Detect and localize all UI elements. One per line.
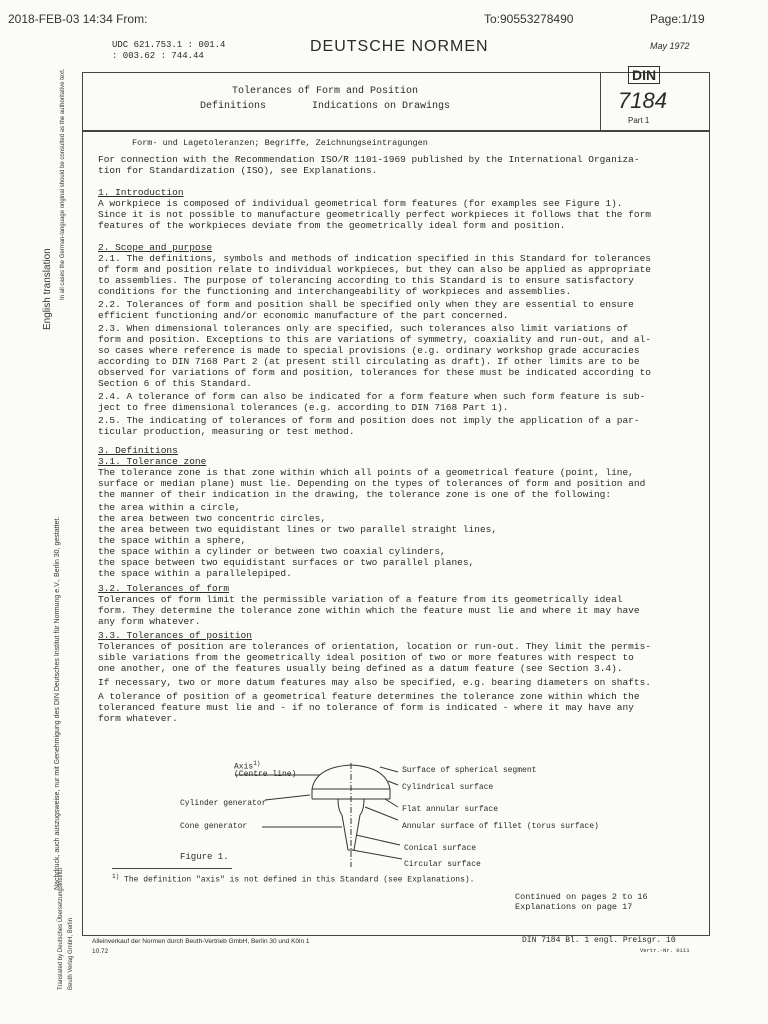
body-line: 2.5. The indicating of tolerances of form and position does not imply the application of a par- [98,415,640,426]
body-line: 2.3. When dimensional tolerances only are specified, such tolerances also limit variations of [98,323,629,334]
margin-publisher: Translated by Deutsches Übersetzungsinstitut [58,867,64,990]
body-line: form. They determine the tolerance zone within which the feature must lie and where it may have [98,605,640,616]
footer-vertr-nr: Vertr.-Nr. 0111 [640,947,690,954]
section-heading: 3. Definitions [98,445,178,456]
footer-date: 10.72 [92,948,109,955]
body-line: The tolerance zone is that zone within which all points of a geometrical feature (point, line, [98,467,634,478]
fig-cylindrical-surface: Cylindrical surface [402,783,494,792]
body-line: according to DIN 7168 Part 2 (at present still circulating as draft). If other limits are to be [98,356,640,367]
body-line: so cases where reference is made to special provisions (e.g. ordinary workshop grade accuracies [98,345,640,356]
body-line: to assemblies. The purpose of tolerancing according to this Standard is to ensure satisfactory [98,275,634,286]
fax-page: Page:1/19 [650,12,705,26]
body-line: sible variations from the geometrically ideal position of two or more features with respect to [98,652,634,663]
fig-cone-generator: Cone generator [180,822,248,831]
body-line: A workpiece is composed of individual geometrical form features (for examples see Figure 1). [98,198,623,209]
body-line: one another, one of the features usually being defined as a datum feature (see Section 3.4). [98,663,623,674]
body-line: form whatever. [98,713,178,724]
body-line: any form whatever. [98,616,201,627]
intro-line-2: tion for Standardization (ISO), see Explanations. [98,165,378,176]
fig-circular-surface: Circular surface [404,860,481,869]
section-heading: 2. Scope and purpose [98,242,213,253]
title-indications: Indications on Drawings [312,101,451,112]
margin-translation-title: English translation [42,248,53,330]
figure-caption: Figure 1. [180,852,229,862]
fax-datetime: 2018-FEB-03 14:34 From: [8,12,148,26]
body-line: Since it is not possible to manufacture geometrically perfect workpieces it follows that the form [98,209,651,220]
explanations-page: Explanations on page 17 [515,902,633,912]
body-line: Section 6 of this Standard. [98,378,252,389]
body-line: If necessary, two or more datum features may also be specified, e.g. bearing diameters on shafts. [98,677,651,688]
body-line: 2.4. A tolerance of form can also be indicated for a form feature when such form feature is sub- [98,391,646,402]
margin-copyright: Nachdruck, auch auszugsweise, nur mit Genehmigung des DIN Deutsches Institut für Normung e.V., Berlin 30, gestattet. [54,516,61,890]
body-line: Tolerances of position are tolerances of orientation, location or run-out. They limit the permis- [98,641,651,652]
body-line: of form and position relate to individual workpieces, but they can also be applied as appropriate [98,264,651,275]
fig-surface-spherical: Surface of spherical segment [402,766,537,775]
section-heading: 1. Introduction [98,187,184,198]
fig-flat-annular: Flat annular surface [402,805,499,814]
body-line: conditions for the functioning and interchangeability of workpieces and assemblies. [98,286,572,297]
body-line: surface or median plane) must lie. Depending on the types of tolerances of form and position and [98,478,646,489]
body-line: ject to free dimensional tolerances (e.g. according to DIN 7168 Part 1). [98,402,509,413]
body-line: efficient functioning and/or economic manufacture of the part concerned. [98,310,509,321]
body-line: Tolerances of form limit the permissible variation of a feature from its geometrically ideal [98,594,623,605]
subsection-heading: 3.1. Tolerance zone [98,456,207,467]
standards-body: DEUTSCHE NORMEN [310,38,489,55]
subsection-heading: 3.2. Tolerances of form [98,583,230,594]
german-title: Form- und Lagetoleranzen; Begriffe, Zeichnungseintragungen [132,138,428,148]
fig-cylinder-generator: Cylinder generator [180,799,267,808]
fig-conical-surface: Conical surface [404,844,477,853]
udc-line-1: UDC 621.753.1 : 001.4 [112,40,226,50]
part-label: Part 1 [628,116,650,125]
body-line: the space within a sphere, [98,535,247,546]
fax-to: To:90553278490 [484,12,574,26]
body-line: the area between two concentric circles, [98,513,327,524]
body-line: toleranced feature must lie and - if no tolerance of form is indicated - where it may have any [98,702,634,713]
margin-publisher-2: Beuth Verlag GmbH, Berlin [68,917,74,990]
fig-centre-line: (Centre line) [234,770,297,779]
footer-din-ref: DIN 7184 Bl. 1 engl. Preisgr. 10 [522,936,676,945]
din-number: 7184 [618,88,667,113]
body-line: the space within a cylinder or between two coaxial cylinders, [98,546,446,557]
body-line: form and position. Exceptions to this are variations of symmetry, coaxiality and run-out, and al- [98,334,651,345]
subsection-heading: 3.3. Tolerances of position [98,630,252,641]
body-line: the manner of their indication in the drawing, the tolerance zone is one of the following: [98,489,612,500]
body-line: the area between two equidistant lines or two parallel straight lines, [98,524,498,535]
header-date: May 1972 [650,41,690,51]
fig-annular-fillet: Annular surface of fillet (torus surface) [402,822,599,831]
body-line: features of the workpieces deviate from the geometrically ideal form and position. [98,220,566,231]
udc-line-2: : 003.62 : 744.44 [112,51,204,61]
body-line: 2.1. The definitions, symbols and methods of indication specified in this Standard for tolerances [98,253,651,264]
body-line: 2.2. Tolerances of form and position shall be specified only when they are essential to ensure [98,299,634,310]
body-line: ticular production, measuring or test method. [98,426,355,437]
body-line: the area within a circle, [98,502,241,513]
intro-line-1: For connection with the Recommendation ISO/R 1101-1969 published by the International Organiza- [98,154,640,165]
fig-axis-label: Axis$^{1)}$ [234,760,261,772]
body-line: observed for variations of form and position, tolerances for these must be indicated according to [98,367,651,378]
footnote: $^{1)}$ The definition "axis" is not defined in this Standard (see Explanations). [112,873,475,885]
footer-distribution: Alleinverkauf der Normen durch Beuth-Vertrieb GmbH, Berlin 30 und Köln 1 [92,938,310,945]
title-line-1: Tolerances of Form and Position [232,86,419,97]
continued-pages: Continued on pages 2 to 16 [515,892,648,902]
body-line: the space between two equidistant surfaces or two parallel planes, [98,557,475,568]
body-line: the space within a parallelepiped. [98,568,292,579]
margin-translation-note: In all cases the German-language original should be consulted as the authoritative text. [60,68,66,300]
din-label: DIN [628,66,660,84]
body-line: A tolerance of position of a geometrical feature determines the tolerance zone within which the [98,691,640,702]
title-definitions: Definitions [200,101,267,112]
